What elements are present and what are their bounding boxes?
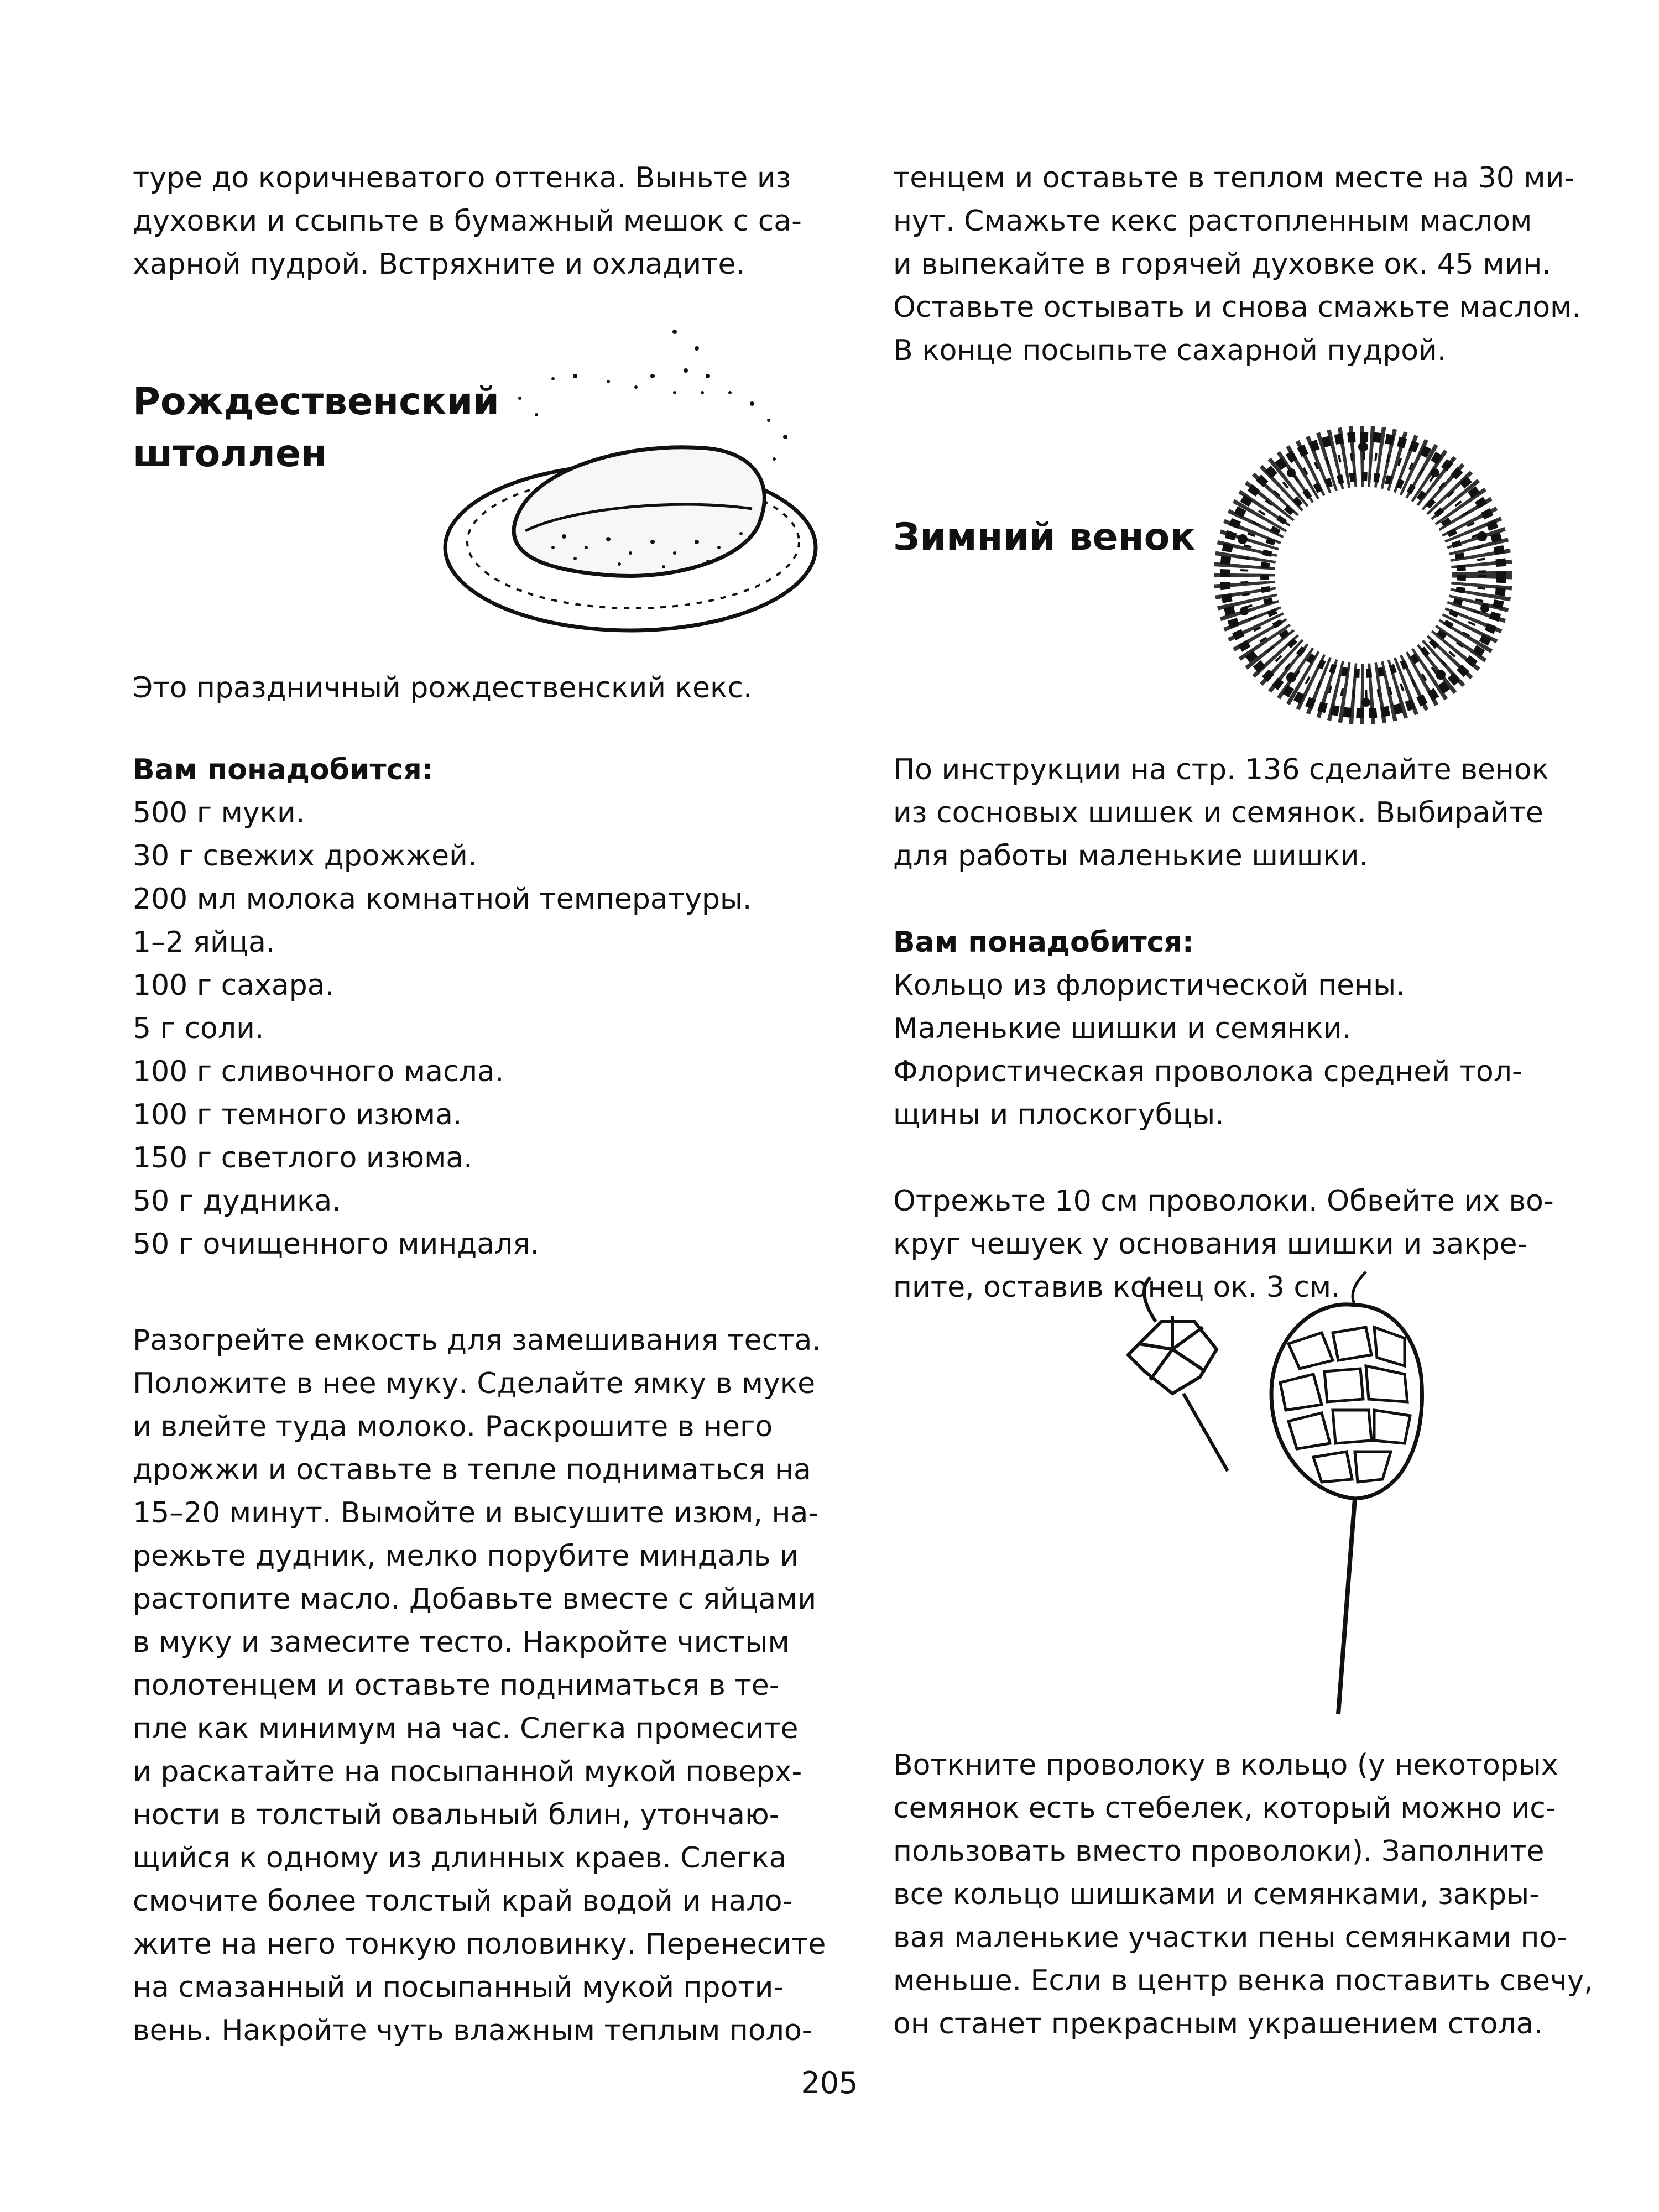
text-line: он станет прекрасным украшением стола.	[893, 2007, 1543, 2041]
ingredients-label: Вам понадобится:	[893, 926, 1194, 959]
stollen-description	[133, 666, 813, 709]
title-line: штоллен	[133, 432, 327, 476]
text-line: туре до коричневатого оттенка. Выньте из	[133, 161, 791, 195]
text-line: и выпекайте в горячей духовке ок. 45 мин.	[893, 248, 1551, 281]
text-line: Воткните проволоку в кольцо (у некоторых	[893, 1749, 1558, 1782]
wreath-intro	[893, 748, 1573, 878]
stollen-continuation	[893, 156, 1581, 372]
list-item: 200 мл молока комнатной температуры.	[133, 883, 752, 916]
text-line: для работы маленькие шишки.	[893, 839, 1369, 873]
text-line: пите, оставив конец ок. 3 см.	[893, 1271, 1340, 1304]
text-line: растопите масло. Добавьте вместе с яйцами	[133, 1583, 817, 1616]
text-line: пользовать вместо проволоки). Заполните	[893, 1835, 1545, 1868]
text-line: Это праздничный рождественский кекс.	[133, 671, 753, 705]
stollen-ingredients	[133, 748, 813, 1266]
list-item: 100 г темного изюма.	[133, 1098, 462, 1131]
text-line: Отрежьте 10 см проволоки. Обвейте их во-	[893, 1185, 1554, 1218]
text-line: По инструкции на стр. 136 сделайте венок	[893, 753, 1550, 786]
text-line: и раскатайте на посыпанной мукой поверх-	[133, 1755, 802, 1788]
text-line: смочите более толстый край водой и нало-	[133, 1885, 793, 1918]
list-item: 50 г очищенного миндаля.	[133, 1228, 540, 1261]
text-line: семянок есть стебелек, который можно ис-	[893, 1792, 1556, 1825]
text-line: Положите в нее муку. Сделайте ямку в муке	[133, 1367, 816, 1400]
text-line: тенцем и оставьте в теплом месте на 30 ми-	[893, 161, 1575, 195]
wreath-step-2	[893, 1744, 1594, 2046]
text-line: все кольцо шишками и семянками, закры-	[893, 1878, 1540, 1911]
list-item: 500 г муки.	[133, 796, 305, 830]
list-item: 150 г светлого изюма.	[133, 1141, 473, 1175]
ingredients-label: Вам понадобится:	[133, 753, 434, 786]
wreath-title	[893, 512, 1196, 564]
text-line: на смазанный и посыпанный мукой проти-	[133, 1971, 784, 2004]
title-line: Рождественский	[133, 380, 499, 424]
text-line: нут. Смажьте кекс растопленным маслом	[893, 205, 1532, 238]
cake-outline	[514, 447, 764, 576]
text-line: ности в толстый овальный блин, утончаю-	[133, 1798, 780, 1832]
text-line: харной пудрой. Встряхните и охладите.	[133, 248, 745, 281]
list-item: Маленькие шишки и семянки.	[893, 1012, 1352, 1045]
text-line: Разогрейте емкость для замешивания теста.	[133, 1324, 821, 1357]
text-line: меньше. Если в центр венка поставить свечу,	[893, 1964, 1594, 1997]
text-line: 15–20 минут. Вымойте и высушите изюм, на-	[133, 1496, 819, 1530]
list-item: 5 г соли.	[133, 1012, 264, 1045]
text-line: из сосновых шишек и семянок. Выбирайте	[893, 796, 1543, 830]
text-line: духовки и ссыпьте в бумажный мешок с са-	[133, 205, 802, 238]
stollen-method	[133, 1319, 826, 2052]
text-line: Оставьте остывать и снова смажьте маслом.	[893, 291, 1581, 324]
text-line: круг чешуек у основания шишки и закре-	[893, 1228, 1528, 1261]
list-item: 100 г сахара.	[133, 969, 335, 1002]
text-line: и влейте туда молоко. Раскрошите в него	[133, 1410, 773, 1443]
list-item: Флористическая проволока средней тол-	[893, 1055, 1522, 1088]
intro-paragraph	[133, 156, 813, 286]
text-line: дрожжи и оставьте в тепле подниматься на	[133, 1453, 811, 1486]
list-item: 50 г дудника.	[133, 1185, 341, 1218]
text-line: вень. Накройте чуть влажным теплым поло-	[133, 2014, 812, 2047]
title-line: Зимний венок	[893, 515, 1196, 559]
wreath-illustration	[1208, 420, 1518, 730]
list-item: 1–2 яйца.	[133, 926, 275, 959]
list-item: 100 г сливочного масла.	[133, 1055, 504, 1088]
text-line: вая маленькие участки пены семянками по-	[893, 1921, 1568, 1954]
text-line: в муку и замесите тесто. Накройте чистым	[133, 1626, 790, 1659]
pine-cone-illustration	[1095, 1261, 1449, 1725]
list-item: Кольцо из флористической пены.	[893, 969, 1405, 1002]
stollen-illustration	[442, 315, 830, 658]
wreath-ingredients	[893, 921, 1573, 1136]
text-line: В конце посыпьте сахарной пудрой.	[893, 334, 1447, 367]
text-line: полотенцем и оставьте подниматься в те-	[133, 1669, 780, 1702]
text-line: щийся к одному из длинных краев. Слегка	[133, 1841, 787, 1875]
text-line: пле как минимум на час. Слегка промесите	[133, 1712, 799, 1745]
text-line: жите на него тонкую половинку. Перенесите	[133, 1928, 826, 1961]
text-line: режьте дудник, мелко порубите миндаль и	[133, 1540, 799, 1573]
list-item: щины и плоскогубцы.	[893, 1098, 1224, 1131]
page-number: 205	[801, 2065, 858, 2100]
list-item: 30 г свежих дрожжей.	[133, 839, 477, 873]
